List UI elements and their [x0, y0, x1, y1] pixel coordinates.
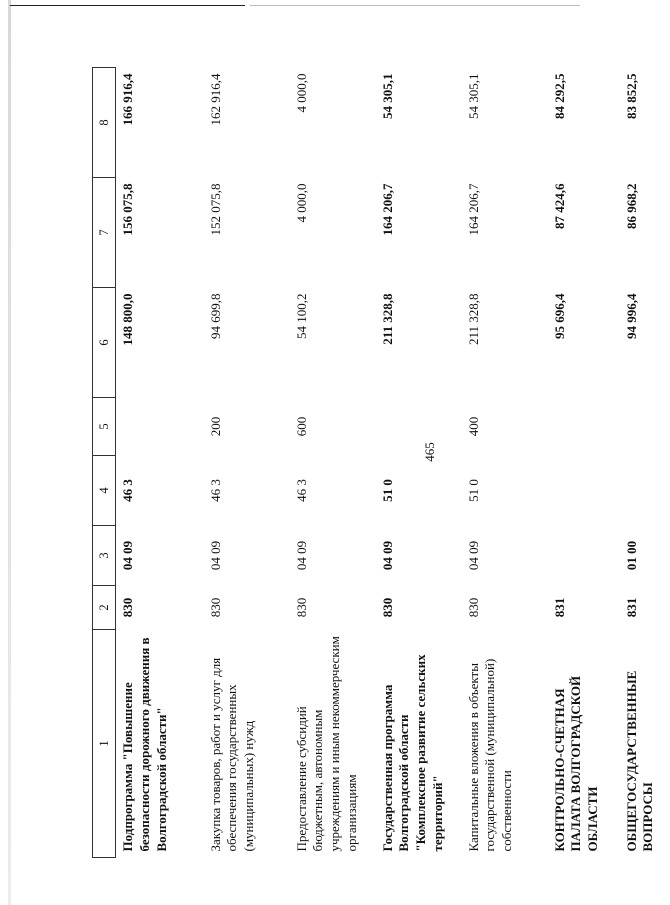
code-cell: 830	[120, 597, 135, 618]
code-cell: 831	[551, 597, 567, 618]
code-cell: 830	[207, 597, 223, 618]
row-name-cell: КОНТРОЛЬНО-СЧЕТНАЯ ПАЛАТА ВОЛГОГРАДСКОЙ ОБЛАСТИ	[551, 675, 601, 852]
row-name-cell: ОБЩЕГОСУДАРСТВЕННЫЕ ВОПРОСЫ	[623, 670, 656, 852]
header-cell: 1	[93, 630, 116, 858]
section-cell: 04 09	[207, 540, 223, 571]
amount-cell: 94 996,4	[623, 293, 639, 339]
row-name-cell: Предоставление субсидий бюджетным, автономным учреждениям и иным некоммерческим организациям	[293, 636, 360, 852]
section-cell: 04 09	[465, 540, 481, 571]
top-rule	[10, 5, 245, 6]
amount-cell: 156 075,8	[120, 183, 135, 236]
table-row	[376, 68, 462, 858]
header-cell: 3	[93, 526, 116, 586]
article-cell: 51 0	[465, 479, 481, 502]
amount-cell: 166 916,4	[120, 73, 135, 126]
amount-cell: 54 305,1	[465, 73, 481, 119]
row-name-cell: Закупка товаров, работ и услуг для обеспечения государственных (муниципальных) нужд	[207, 657, 257, 852]
article-cell: 51 0	[379, 479, 395, 502]
header-cell: 6	[93, 288, 116, 398]
header-cell: 8	[93, 68, 116, 178]
amount-cell: 95 696,4	[551, 293, 567, 339]
amount-cell: 162 916,4	[207, 73, 223, 126]
table-row	[620, 68, 670, 858]
amount-cell: 87 424,6	[551, 183, 567, 229]
amount-cell: 83 852,5	[623, 73, 639, 119]
amount-cell: 4 000,0	[293, 183, 309, 223]
row-name-cell: Капитальные вложения в объекты государственной (муниципальной) собственности	[465, 658, 515, 852]
amount-cell: 211 328,8	[379, 293, 395, 345]
amount-cell: 164 206,7	[465, 183, 481, 236]
article-cell: 46 3	[120, 479, 135, 502]
table-row	[116, 68, 204, 858]
budget-table	[92, 67, 670, 858]
budget-table-rotated	[92, 68, 656, 858]
table-row	[462, 68, 548, 858]
header-row	[93, 68, 116, 858]
header-cell: 4	[93, 456, 116, 526]
header-cell: 5	[93, 398, 116, 456]
amount-cell: 4 000,0	[293, 73, 309, 113]
amount-cell: 94 699,8	[207, 293, 223, 339]
amount-cell: 148 800,0	[120, 293, 135, 346]
expense-type-cell	[548, 398, 620, 456]
code-cell: 830	[465, 597, 481, 618]
expense-type-cell: 200	[207, 416, 223, 437]
code-cell: 830	[293, 597, 309, 618]
amount-cell: 54 100,2	[293, 293, 309, 339]
section-cell: 04 09	[379, 540, 395, 571]
expense-type-cell	[620, 398, 670, 456]
row-name-cell: Государственная программа Волгоградской области "Комплексное развитие сельских территорий"	[379, 654, 446, 852]
article-cell: 46 3	[293, 479, 309, 502]
article-cell	[548, 456, 620, 526]
expense-type-cell: 600	[293, 416, 309, 437]
table-row	[548, 68, 620, 858]
amount-cell: 211 328,8	[465, 293, 481, 346]
section-cell: 04 09	[293, 540, 309, 571]
table-row	[290, 68, 376, 858]
article-cell	[620, 456, 670, 526]
amount-cell: 86 968,2	[623, 183, 639, 229]
top-rule-faint	[250, 5, 580, 6]
amount-cell: 84 292,5	[551, 73, 567, 119]
section-cell	[548, 526, 620, 586]
page-number: 465	[422, 442, 437, 462]
row-name-cell: Подпрограмма "Повышение безопасности дорожного движения в Волгоградской области"	[120, 637, 169, 852]
article-cell: 46 3	[207, 479, 223, 502]
header-cell: 7	[93, 178, 116, 288]
amount-cell: 152 075,8	[207, 183, 223, 236]
expense-type-cell: 400	[465, 416, 481, 437]
code-cell: 831	[623, 597, 639, 618]
table-row	[204, 68, 290, 858]
expense-type-cell	[116, 398, 204, 456]
section-cell: 01 00	[623, 540, 639, 571]
amount-cell: 54 305,1	[379, 73, 395, 119]
expense-type-cell	[376, 398, 462, 456]
amount-cell: 164 206,7	[379, 183, 395, 236]
header-cell: 2	[93, 586, 116, 630]
scan-edge-shadow	[8, 0, 11, 905]
code-cell: 830	[379, 597, 395, 618]
section-cell: 04 09	[120, 540, 135, 571]
